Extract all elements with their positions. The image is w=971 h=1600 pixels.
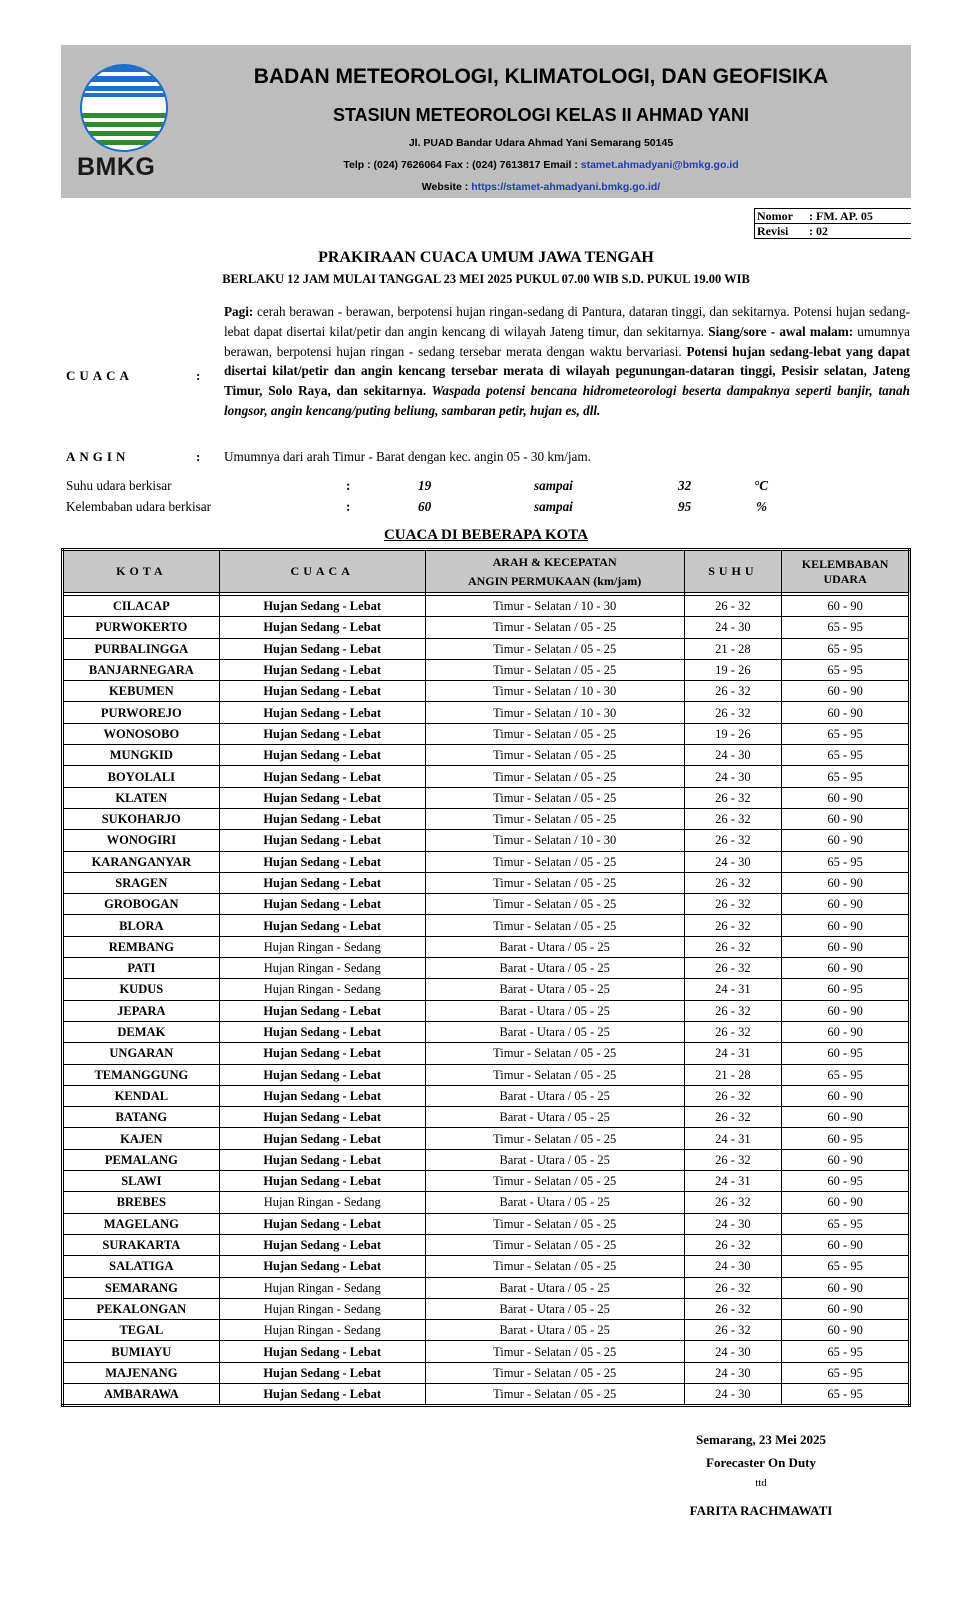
table-row [63, 1341, 910, 1362]
wind-cell: Timur - Selatan / 05 - 25 [425, 1256, 684, 1277]
humidity-cell: 65 - 95 [782, 745, 910, 766]
wind-cell: Timur - Selatan / 05 - 25 [425, 638, 684, 659]
wind-cell: Timur - Selatan / 05 - 25 [425, 1383, 684, 1405]
humidity-cell: 65 - 95 [782, 1383, 910, 1405]
weather-cell: Hujan Sedang - Lebat [219, 1064, 425, 1085]
wind-cell: Barat - Utara / 05 - 25 [425, 936, 684, 957]
signature-name: FARITA RACHMAWATI [689, 1503, 833, 1518]
address: Jl. PUAD Bandar Udara Ahmad Yani Semarang 50145 [408, 137, 674, 149]
weather-cell: Hujan Sedang - Lebat [219, 787, 425, 808]
wind-cell: Timur - Selatan / 10 - 30 [425, 702, 684, 723]
city-name-cell: MUNGKID [63, 745, 220, 766]
kelembaban-min: 60 [418, 499, 432, 514]
temperature-cell: 26 - 32 [684, 596, 782, 617]
table-row [63, 1383, 910, 1405]
city-name-cell: KARANGANYAR [63, 851, 220, 872]
temperature-cell: 26 - 32 [684, 1192, 782, 1213]
kelembaban-unit: % [756, 499, 767, 514]
kelembaban-range-row [66, 499, 826, 517]
humidity-cell: 60 - 95 [782, 1043, 910, 1064]
temperature-cell: 26 - 32 [684, 830, 782, 851]
temperature-cell: 26 - 32 [684, 681, 782, 702]
humidity-cell: 60 - 90 [782, 872, 910, 893]
temperature-cell: 26 - 32 [684, 894, 782, 915]
temperature-cell: 24 - 31 [684, 1043, 782, 1064]
table-row [63, 1000, 910, 1021]
weather-cell: Hujan Sedang - Lebat [219, 1021, 425, 1042]
table-row [63, 745, 910, 766]
weather-cell: Hujan Ringan - Sedang [219, 1320, 425, 1341]
col-header-angin [425, 550, 684, 593]
city-name-cell: BREBES [63, 1192, 220, 1213]
wind-cell: Timur - Selatan / 10 - 30 [425, 596, 684, 617]
website-label: Website : [421, 181, 472, 193]
wind-cell: Timur - Selatan / 05 - 25 [425, 745, 684, 766]
city-name-cell: KLATEN [63, 787, 220, 808]
humidity-cell: 60 - 90 [782, 1149, 910, 1170]
siang-text: umumnya berawan, berpotensi hujan ringan - sedang tersebar merata dengan waktu bervariasi. [224, 323, 911, 359]
weather-cell: Hujan Sedang - Lebat [219, 596, 425, 617]
table-row [63, 1362, 910, 1383]
signature-place-date: Semarang, 23 Mei 2025 [696, 1432, 826, 1447]
temperature-cell: 26 - 32 [684, 958, 782, 979]
table-row [63, 872, 910, 893]
table-row [63, 1234, 910, 1255]
angin-label: ANGIN [66, 449, 130, 464]
humidity-cell: 65 - 95 [782, 1064, 910, 1085]
temperature-cell: 19 - 26 [684, 659, 782, 680]
humidity-cell: 60 - 90 [782, 702, 910, 723]
temperature-cell: 26 - 32 [684, 702, 782, 723]
wind-cell: Timur - Selatan / 05 - 25 [425, 1362, 684, 1383]
city-name-cell: CILACAP [63, 596, 220, 617]
wind-cell: Barat - Utara / 05 - 25 [425, 1107, 684, 1128]
weather-cell: Hujan Ringan - Sedang [219, 1192, 425, 1213]
weather-cell: Hujan Sedang - Lebat [219, 659, 425, 680]
wind-cell: Barat - Utara / 05 - 25 [425, 1021, 684, 1042]
suhu-unit: °C [754, 478, 769, 493]
city-name-cell: PEMALANG [63, 1149, 220, 1170]
temperature-cell: 26 - 32 [684, 936, 782, 957]
weather-cell: Hujan Sedang - Lebat [219, 1043, 425, 1064]
wind-cell: Timur - Selatan / 05 - 25 [425, 851, 684, 872]
table-row [63, 1043, 910, 1064]
table-row [63, 1128, 910, 1149]
city-name-cell: KENDAL [63, 1085, 220, 1106]
temperature-cell: 24 - 30 [684, 851, 782, 872]
humidity-cell: 60 - 90 [782, 681, 910, 702]
city-name-cell: JEPARA [63, 1000, 220, 1021]
humidity-cell: 60 - 90 [782, 1320, 910, 1341]
contact-text: Telp : (024) 7626064 Fax : (024) 7613817 Email : [343, 159, 581, 171]
wind-cell: Timur - Selatan / 05 - 25 [425, 1341, 684, 1362]
temperature-cell: 24 - 30 [684, 1341, 782, 1362]
page-title: PRAKIRAAN CUACA UMUM JAWA TENGAH [318, 249, 654, 266]
wind-cell: Timur - Selatan / 05 - 25 [425, 1128, 684, 1149]
table-row [63, 638, 910, 659]
nomor-label: Nomor [757, 209, 793, 223]
temperature-cell: 24 - 30 [684, 1256, 782, 1277]
weather-cell: Hujan Sedang - Lebat [219, 745, 425, 766]
wind-cell: Timur - Selatan / 05 - 25 [425, 872, 684, 893]
revisi-label: Revisi [757, 224, 789, 238]
form-number-box [754, 208, 911, 239]
weather-cell: Hujan Sedang - Lebat [219, 808, 425, 829]
temperature-cell: 19 - 26 [684, 723, 782, 744]
humidity-cell: 60 - 90 [782, 787, 910, 808]
table-row [63, 958, 910, 979]
table-row [63, 830, 910, 851]
temperature-cell: 21 - 28 [684, 1064, 782, 1085]
temperature-cell: 24 - 31 [684, 1171, 782, 1192]
validity-subtitle: BERLAKU 12 JAM MULAI TANGGAL 23 MEI 2025 PUKUL 07.00 WIB S.D. PUKUL 19.00 WIB [222, 272, 750, 286]
city-name-cell: KEBUMEN [63, 681, 220, 702]
angin-colon: : [196, 449, 201, 464]
website-link[interactable]: https://stamet-ahmadyani.bmkg.go.id/ [471, 181, 661, 193]
wind-cell: Barat - Utara / 05 - 25 [425, 1298, 684, 1319]
city-name-cell: PATI [63, 958, 220, 979]
city-name-cell: BLORA [63, 915, 220, 936]
humidity-cell: 60 - 90 [782, 915, 910, 936]
col-header-suhu: SUHU [684, 550, 782, 593]
wind-cell: Barat - Utara / 05 - 25 [425, 1320, 684, 1341]
table-row [63, 1085, 910, 1106]
temperature-cell: 26 - 32 [684, 1277, 782, 1298]
city-name-cell: BATANG [63, 1107, 220, 1128]
table-row [63, 851, 910, 872]
humidity-cell: 65 - 95 [782, 1362, 910, 1383]
contact-line [191, 159, 891, 171]
weather-cell: Hujan Sedang - Lebat [219, 1171, 425, 1192]
temperature-cell: 24 - 30 [684, 766, 782, 787]
city-name-cell: SLAWI [63, 1171, 220, 1192]
table-row [63, 1107, 910, 1128]
col-header-kota: KOTA [63, 550, 220, 593]
wind-cell: Timur - Selatan / 10 - 30 [425, 681, 684, 702]
col-header-angin-line2: ANGIN PERMUKAAN (km/jam) [467, 573, 642, 588]
humidity-cell: 60 - 90 [782, 1277, 910, 1298]
cuaca-colon: : [196, 368, 201, 383]
wind-cell: Timur - Selatan / 05 - 25 [425, 1213, 684, 1234]
table-row [63, 808, 910, 829]
humidity-cell: 65 - 95 [782, 659, 910, 680]
table-row [63, 894, 910, 915]
city-name-cell: AMBARAWA [63, 1383, 220, 1405]
wind-cell: Timur - Selatan / 05 - 25 [425, 659, 684, 680]
city-name-cell: BOYOLALI [63, 766, 220, 787]
temperature-cell: 26 - 32 [684, 787, 782, 808]
weather-cell: Hujan Sedang - Lebat [219, 723, 425, 744]
col-header-kelembaban-line2: UDARA [823, 571, 867, 586]
wind-cell: Timur - Selatan / 05 - 25 [425, 766, 684, 787]
humidity-cell: 60 - 90 [782, 808, 910, 829]
city-name-cell: PEKALONGAN [63, 1298, 220, 1319]
temperature-cell: 26 - 32 [684, 1234, 782, 1255]
wind-cell: Barat - Utara / 05 - 25 [425, 1149, 684, 1170]
weather-cell: Hujan Sedang - Lebat [219, 1107, 425, 1128]
city-name-cell: PURBALINGGA [63, 638, 220, 659]
table-row [63, 1064, 910, 1085]
city-name-cell: PURWOKERTO [63, 617, 220, 638]
humidity-cell: 60 - 90 [782, 1298, 910, 1319]
table-row [63, 702, 910, 723]
city-table-heading: CUACA DI BEBERAPA KOTA [383, 527, 589, 543]
siang-label: Siang/sore - awal malam: [708, 323, 854, 339]
nomor-value: : FM. AP. 05 [809, 209, 873, 223]
humidity-cell: 60 - 90 [782, 1107, 910, 1128]
humidity-cell: 65 - 95 [782, 1341, 910, 1362]
table-row [63, 1213, 910, 1234]
city-name-cell: SUKOHARJO [63, 808, 220, 829]
col-header-kelembaban [782, 550, 910, 593]
temperature-cell: 24 - 30 [684, 1383, 782, 1405]
weather-cell: Hujan Sedang - Lebat [219, 702, 425, 723]
table-row [63, 681, 910, 702]
temperature-cell: 26 - 32 [684, 1000, 782, 1021]
suhu-label: Suhu udara berkisar [66, 478, 172, 493]
city-name-cell: SURAKARTA [63, 1234, 220, 1255]
temperature-cell: 24 - 30 [684, 745, 782, 766]
wind-cell: Barat - Utara / 05 - 25 [425, 1277, 684, 1298]
wind-cell: Timur - Selatan / 05 - 25 [425, 1171, 684, 1192]
wind-cell: Barat - Utara / 05 - 25 [425, 958, 684, 979]
temperature-cell: 24 - 31 [684, 979, 782, 1000]
weather-cell: Hujan Sedang - Lebat [219, 617, 425, 638]
cuaca-description [224, 302, 910, 421]
pagi-text: cerah berawan - berawan, berpotensi hujan ringan-sedang di Pantura, dataran tinggi, dan sekitarnya. Potensi hujan sedang-lebat dapat disertai kilat/petir dan angin kencang di wilayah Jateng timur, dan sekitarnya. [224, 304, 910, 339]
temperature-cell: 24 - 31 [684, 1128, 782, 1149]
suhu-min: 19 [418, 478, 432, 493]
humidity-cell: 60 - 90 [782, 596, 910, 617]
suhu-range-row [66, 478, 826, 496]
col-header-kelembaban-line1: KELEMBABAN [801, 556, 889, 571]
cuaca-label: CUACA [66, 368, 133, 383]
temperature-cell: 26 - 32 [684, 1107, 782, 1128]
weather-cell: Hujan Ringan - Sedang [219, 979, 425, 1000]
col-header-cuaca: CUACA [219, 550, 425, 593]
city-name-cell: DEMAK [63, 1021, 220, 1042]
city-name-cell: GROBOGAN [63, 894, 220, 915]
temperature-cell: 26 - 32 [684, 808, 782, 829]
city-name-cell: MAGELANG [63, 1213, 220, 1234]
wind-cell: Timur - Selatan / 05 - 25 [425, 894, 684, 915]
temperature-cell: 26 - 32 [684, 915, 782, 936]
humidity-cell: 60 - 90 [782, 958, 910, 979]
table-row [63, 1298, 910, 1319]
table-row [63, 979, 910, 1000]
table-row [63, 1277, 910, 1298]
suhu-max: 32 [678, 478, 692, 493]
humidity-cell: 65 - 95 [782, 1213, 910, 1234]
city-name-cell: KAJEN [63, 1128, 220, 1149]
angin-description: Umumnya dari arah Timur - Barat dengan kec. angin 05 - 30 km/jam. [224, 449, 591, 464]
wind-cell: Timur - Selatan / 05 - 25 [425, 1043, 684, 1064]
wind-cell: Timur - Selatan / 05 - 25 [425, 1064, 684, 1085]
city-name-cell: SALATIGA [63, 1256, 220, 1277]
kelembaban-colon: : [346, 499, 351, 514]
weather-cell: Hujan Sedang - Lebat [219, 872, 425, 893]
temperature-cell: 26 - 32 [684, 1021, 782, 1042]
suhu-sampai: sampai [534, 478, 573, 493]
city-name-cell: BANJARNEGARA [63, 659, 220, 680]
city-name-cell: MAJENANG [63, 1362, 220, 1383]
wind-cell: Timur - Selatan / 05 - 25 [425, 617, 684, 638]
weather-cell: Hujan Sedang - Lebat [219, 1341, 425, 1362]
city-name-cell: TEMANGGUNG [63, 1064, 220, 1085]
table-header-row [63, 550, 910, 593]
city-name-cell: UNGARAN [63, 1043, 220, 1064]
table-row [63, 659, 910, 680]
city-name-cell: WONOGIRI [63, 830, 220, 851]
suhu-colon: : [346, 478, 351, 493]
signature-role: Forecaster On Duty [706, 1455, 816, 1470]
wind-cell: Timur - Selatan / 05 - 25 [425, 915, 684, 936]
weather-cell: Hujan Sedang - Lebat [219, 894, 425, 915]
humidity-cell: 65 - 95 [782, 1256, 910, 1277]
humidity-cell: 65 - 95 [782, 617, 910, 638]
weather-cell: Hujan Sedang - Lebat [219, 1213, 425, 1234]
table-row [63, 1256, 910, 1277]
wind-cell: Timur - Selatan / 05 - 25 [425, 1234, 684, 1255]
weather-cell: Hujan Sedang - Lebat [219, 1383, 425, 1405]
potensi-text: Potensi hujan sedang-lebat yang dapat disertai kilat/petir dan angin kencang tersebar merata di wilayah pegunungan-dataran tinggi, Pesisir selatan, Jateng Timur, Solo Raya, dan sekitarnya. [224, 343, 910, 399]
humidity-cell: 65 - 95 [782, 638, 910, 659]
table-row [63, 1320, 910, 1341]
temperature-cell: 24 - 30 [684, 1213, 782, 1234]
wind-cell: Timur - Selatan / 05 - 25 [425, 808, 684, 829]
form-nomor-row [755, 209, 911, 224]
city-name-cell: PURWOREJO [63, 702, 220, 723]
table-row [63, 723, 910, 744]
table-row [63, 936, 910, 957]
weather-cell: Hujan Sedang - Lebat [219, 1362, 425, 1383]
humidity-cell: 60 - 90 [782, 1021, 910, 1042]
wind-cell: Barat - Utara / 05 - 25 [425, 1000, 684, 1021]
city-weather-table [61, 548, 911, 1407]
table-row [63, 766, 910, 787]
weather-cell: Hujan Sedang - Lebat [219, 766, 425, 787]
temperature-cell: 24 - 30 [684, 1362, 782, 1383]
revisi-value: : 02 [809, 224, 828, 238]
table-row [63, 1021, 910, 1042]
pagi-label: Pagi: [224, 304, 254, 319]
weather-cell: Hujan Sedang - Lebat [219, 851, 425, 872]
wind-cell: Timur - Selatan / 05 - 25 [425, 723, 684, 744]
humidity-cell: 60 - 95 [782, 979, 910, 1000]
humidity-cell: 60 - 90 [782, 1000, 910, 1021]
wind-cell: Barat - Utara / 05 - 25 [425, 979, 684, 1000]
temperature-cell: 21 - 28 [684, 638, 782, 659]
humidity-cell: 60 - 90 [782, 894, 910, 915]
agency-name: BADAN METEOROLOGI, KLIMATOLOGI, DAN GEOFISIKA [253, 65, 829, 88]
city-name-cell: REMBANG [63, 936, 220, 957]
humidity-cell: 65 - 95 [782, 723, 910, 744]
email-link[interactable]: stamet.ahmadyani@bmkg.go.id [580, 159, 739, 171]
weather-cell: Hujan Ringan - Sedang [219, 958, 425, 979]
logo-text: BMKG [77, 153, 156, 181]
humidity-cell: 60 - 90 [782, 1085, 910, 1106]
humidity-cell: 60 - 90 [782, 1192, 910, 1213]
temperature-cell: 26 - 32 [684, 1149, 782, 1170]
weather-cell: Hujan Ringan - Sedang [219, 936, 425, 957]
col-header-angin-line1: ARAH & KECEPATAN [492, 554, 617, 569]
weather-cell: Hujan Sedang - Lebat [219, 638, 425, 659]
website-line [191, 181, 891, 193]
city-name-cell: SRAGEN [63, 872, 220, 893]
weather-cell: Hujan Sedang - Lebat [219, 1128, 425, 1149]
humidity-cell: 60 - 90 [782, 1234, 910, 1255]
humidity-cell: 60 - 95 [782, 1171, 910, 1192]
wind-cell: Timur - Selatan / 05 - 25 [425, 787, 684, 808]
table-row [63, 617, 910, 638]
humidity-cell: 60 - 95 [782, 1128, 910, 1149]
kelembaban-max: 95 [678, 499, 692, 514]
humidity-cell: 60 - 90 [782, 830, 910, 851]
humidity-cell: 65 - 95 [782, 766, 910, 787]
table-row [63, 787, 910, 808]
table-row [63, 915, 910, 936]
wind-cell: Timur - Selatan / 10 - 30 [425, 830, 684, 851]
temperature-cell: 26 - 32 [684, 1085, 782, 1106]
city-name-cell: TEGAL [63, 1320, 220, 1341]
form-revisi-row [755, 224, 911, 239]
table-row [63, 1192, 910, 1213]
humidity-cell: 60 - 90 [782, 936, 910, 957]
city-name-cell: WONOSOBO [63, 723, 220, 744]
city-name-cell: BUMIAYU [63, 1341, 220, 1362]
station-name: STASIUN METEOROLOGI KELAS II AHMAD YANI [332, 105, 750, 125]
weather-cell: Hujan Ringan - Sedang [219, 1298, 425, 1319]
wind-cell: Barat - Utara / 05 - 25 [425, 1192, 684, 1213]
weather-cell: Hujan Sedang - Lebat [219, 1256, 425, 1277]
letterhead [61, 45, 911, 198]
weather-cell: Hujan Sedang - Lebat [219, 915, 425, 936]
weather-cell: Hujan Sedang - Lebat [219, 681, 425, 702]
city-table-body [63, 596, 910, 1406]
humidity-cell: 65 - 95 [782, 851, 910, 872]
weather-cell: Hujan Sedang - Lebat [219, 1000, 425, 1021]
kelembaban-sampai: sampai [534, 499, 573, 514]
temperature-cell: 26 - 32 [684, 1298, 782, 1319]
weather-cell: Hujan Sedang - Lebat [219, 1234, 425, 1255]
weather-cell: Hujan Sedang - Lebat [219, 1149, 425, 1170]
temperature-cell: 26 - 32 [684, 1320, 782, 1341]
signature-ttd: ttd [755, 1477, 767, 1489]
table-row [63, 1149, 910, 1170]
city-name-cell: SEMARANG [63, 1277, 220, 1298]
waspada-text: Waspada potensi bencana hidrometeorologi beserta dampaknya seperti banjir, tanah longsor, angin kencang/puting beliung, sambaran petir, hujan es, dll. [224, 383, 910, 418]
temperature-cell: 24 - 30 [684, 617, 782, 638]
kelembaban-label: Kelembaban udara berkisar [66, 499, 211, 514]
table-row [63, 596, 910, 617]
city-name-cell: KUDUS [63, 979, 220, 1000]
temperature-cell: 26 - 32 [684, 872, 782, 893]
weather-cell: Hujan Ringan - Sedang [219, 1277, 425, 1298]
table-row [63, 1171, 910, 1192]
weather-cell: Hujan Sedang - Lebat [219, 1085, 425, 1106]
weather-cell: Hujan Sedang - Lebat [219, 830, 425, 851]
wind-cell: Barat - Utara / 05 - 25 [425, 1085, 684, 1106]
